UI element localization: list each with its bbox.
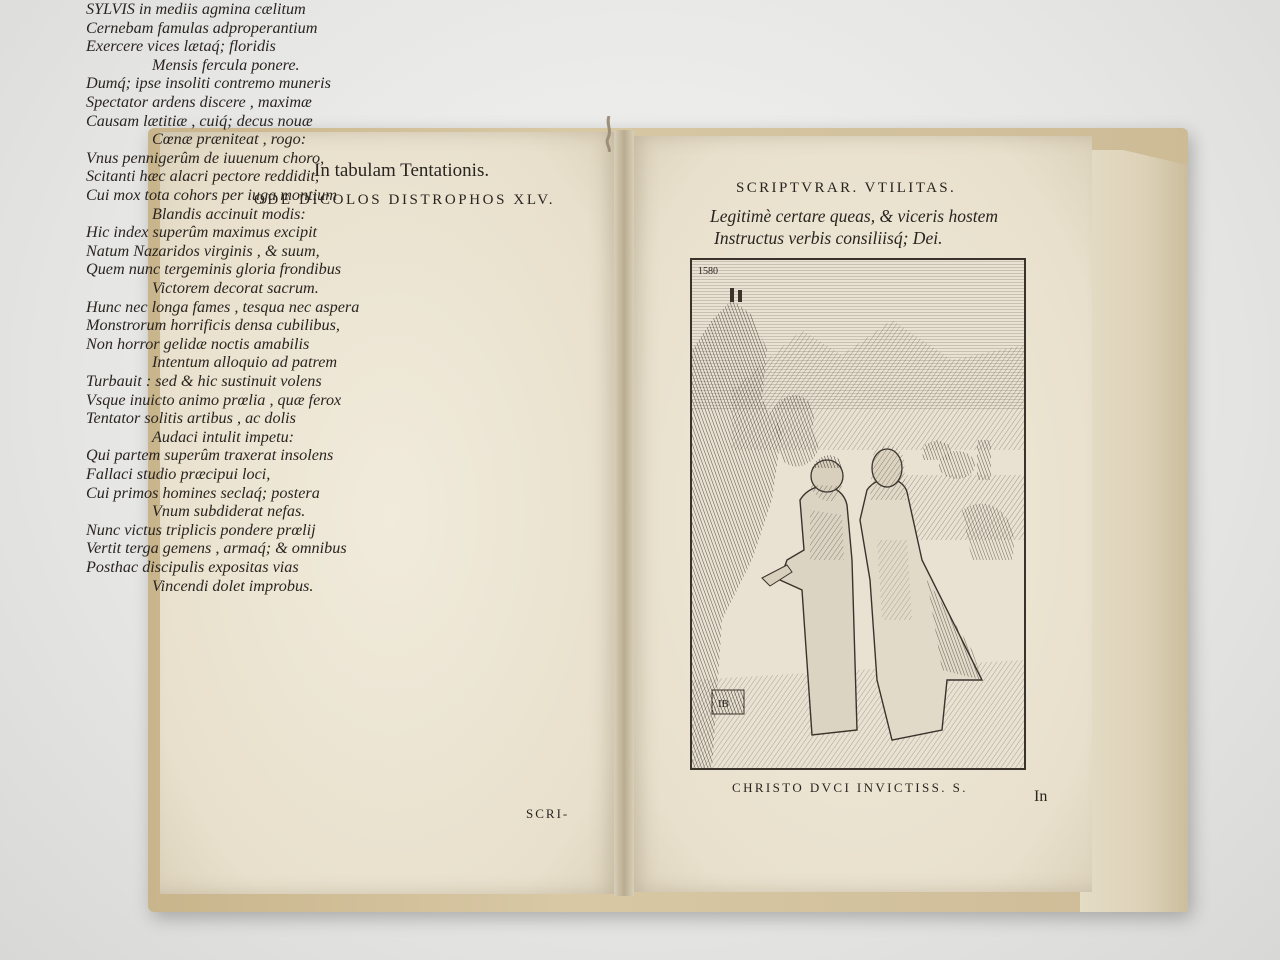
- poem-line: Intentum alloquio ad patrem: [152, 353, 338, 372]
- engraving-caption: CHRISTO DVCI INVICTISS. S.: [732, 780, 968, 795]
- poem-line: SYLVIS in mediis agmina cælitum: [86, 0, 306, 18]
- motto-line-1: Legitimè certare queas, & viceris hostem: [710, 206, 999, 226]
- poem-line: Non horror gelidæ noctis amabilis: [86, 334, 310, 353]
- poem-line: Vincendi dolet improbus.: [152, 576, 314, 595]
- poem-line: Exercere vices lætaq́; floridis: [86, 37, 276, 56]
- poem-line: Cœnæ præniteat , rogo:: [152, 130, 307, 149]
- poem-line: Tentator solitis artibus , ac dolis: [86, 409, 296, 428]
- poem-line: Quem nunc tergeminis gloria frondibus: [86, 260, 342, 279]
- poem-line: Scitanti hæc alacri pectore reddidit,: [86, 167, 320, 186]
- poem-line: Dumq́; ipse insoliti contremo muneris: [86, 74, 331, 93]
- motto-line-2: Instructus verbis consiliisq́; Dei.: [714, 228, 943, 248]
- catchword-right: In: [1034, 788, 1048, 805]
- poem-line: Monstrorum horrificis densa cubilibus,: [86, 316, 340, 335]
- engraving-date: 1580: [698, 266, 718, 277]
- poem-line: Qui partem superûm traxerat insolens: [86, 446, 334, 465]
- poem-line: Vsque inuicto animo prœlia , quæ ferox: [86, 390, 342, 409]
- engraving-illustration: [690, 258, 1026, 770]
- poem-line: Vnum subdiderat nefas.: [152, 502, 306, 521]
- poem-line: Causam lætitiæ , cuiq́; decus nouæ: [86, 111, 313, 130]
- poem-line: Spectator ardens discere , maximæ: [86, 93, 312, 111]
- poem-line: Vertit terga gemens , armaq́; & omnibus: [86, 539, 347, 558]
- poem-line: Natum Nazaridos virginis , & suum,: [86, 241, 320, 260]
- engraving-scene: [692, 260, 1024, 768]
- poem-line: Nunc victus triplicis pondere prœlij: [86, 520, 316, 539]
- poem-line: Blandis accinuit modis:: [152, 204, 306, 223]
- poem-line: Turbauit : sed & hic sustinuit volens: [86, 372, 322, 390]
- poem-line: Cui primos homines seclaq́; postera: [86, 483, 320, 502]
- poem-line: Cernebam famulas adproperantium: [86, 18, 318, 37]
- ode-heading: ODE DICOLOS DISTROPHOS XLV.: [254, 192, 556, 208]
- poem-line: Hic index superûm maximus excipit: [86, 223, 318, 242]
- poem-line: Victorem decorat sacrum.: [152, 279, 319, 297]
- book-gutter: [614, 130, 634, 896]
- poem-line: Fallaci studio præcipui loci,: [86, 465, 271, 483]
- cover-edge: [1080, 150, 1188, 912]
- poem-line: Audaci intulit impetu:: [152, 427, 295, 446]
- poem-line: Vnus pennigerûm de iuuenum choro,: [86, 148, 325, 167]
- catchword-left: SCRI-: [526, 806, 570, 821]
- poem-line: Posthac discipulis expositas vias: [86, 558, 299, 576]
- poem-line: Cui mox tota cohors per iuga montium: [86, 186, 337, 204]
- poem-line: Mensis fercula ponere.: [152, 55, 300, 74]
- poem-line: Hunc nec longa fames , tesqua nec aspera: [86, 297, 360, 316]
- page-title-right: SCRIPTVRAR. VTILITAS.: [736, 180, 957, 196]
- binding-thread: [602, 116, 616, 152]
- page-title-left: In tabulam Tentationis.: [314, 160, 490, 181]
- engraving-monogram: IB: [718, 698, 729, 710]
